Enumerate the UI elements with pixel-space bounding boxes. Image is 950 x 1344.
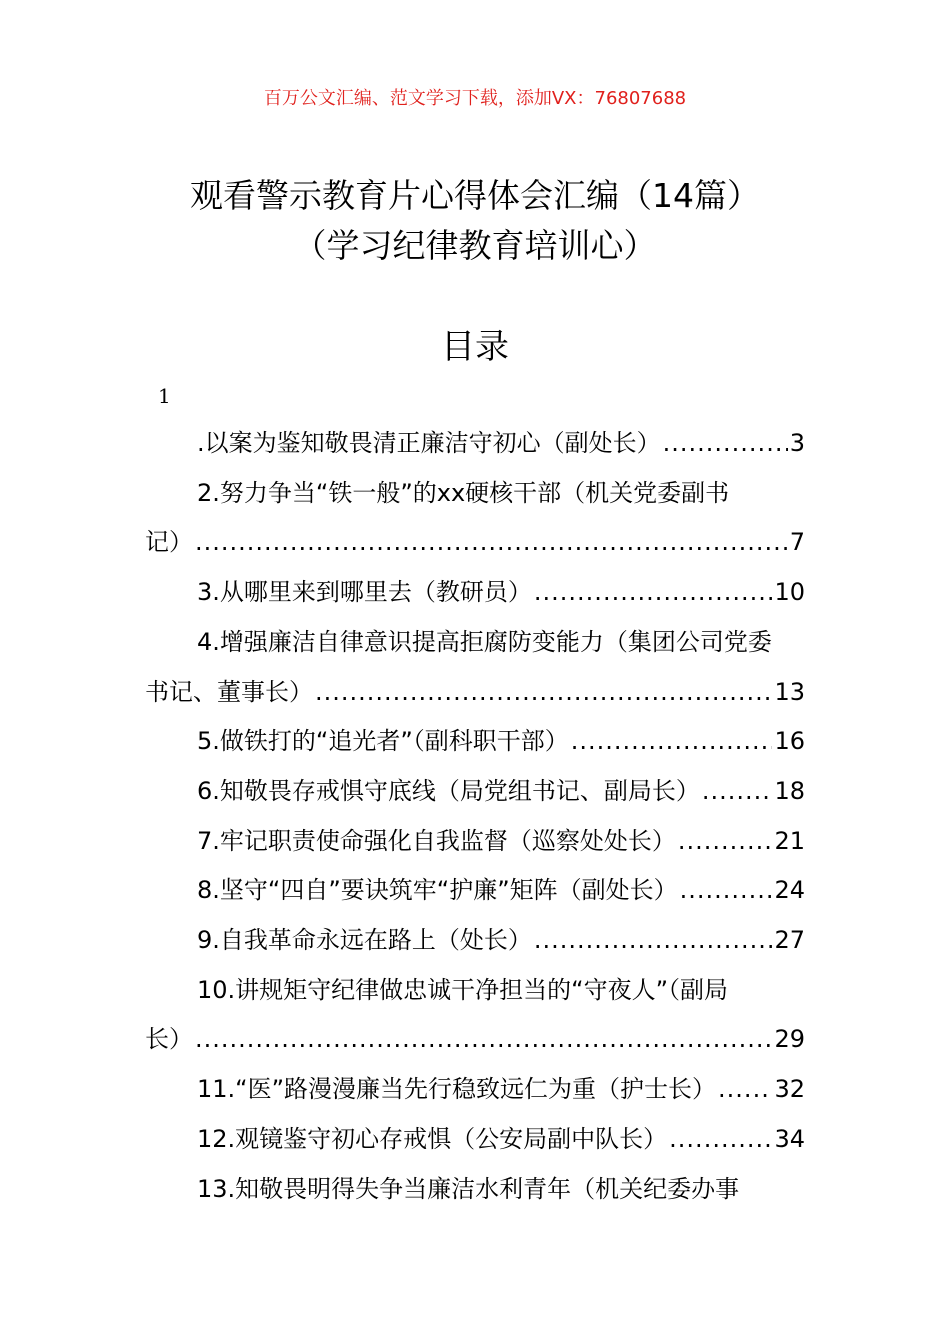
toc-entry-2-line-1[interactable]: 2.努力争当“铁一般”的xx硬核干部（机关党委副书 <box>197 478 730 507</box>
toc-entry-page: 29 <box>774 1025 805 1054</box>
toc-leader-dots <box>195 1015 772 1065</box>
toc-entry-page: 18 <box>774 776 805 805</box>
toc-entry-title: 11.“医”路漫漫廉当先行稳致远仁为重（护士长） <box>197 1075 717 1104</box>
document-title-line-1: 观看警示教育片心得体会汇编（14篇） <box>190 176 760 215</box>
toc-entry-title: 长） <box>145 1025 193 1054</box>
toc-entry-6[interactable] <box>145 767 805 817</box>
toc-entry-title: 7.牢记职责使命强化自我监督（巡察处处长） <box>197 826 676 855</box>
toc-entry-4[interactable] <box>145 668 805 718</box>
toc-entry-1[interactable] <box>145 419 805 469</box>
toc-leader-dots <box>702 767 773 817</box>
toc-entry-7[interactable] <box>145 817 805 867</box>
download-notice: 百万公文汇编、范文学习下载，添加VX：76807688 <box>263 88 687 109</box>
toc-entry-11[interactable] <box>145 1065 805 1115</box>
toc-entry-title: .以案为鉴知敬畏清正廉洁守初心（副处长） <box>197 429 661 457</box>
toc-heading: 目录 <box>441 327 509 367</box>
toc-entry-13-line-1[interactable]: 13.知敬畏明得失争当廉洁水利青年（机关纪委办事 <box>197 1174 740 1203</box>
toc-leader-dots <box>195 518 788 568</box>
toc-entry-title: 3.从哪里来到哪里去（教研员） <box>197 578 532 607</box>
toc-entry-title: 记） <box>145 528 193 557</box>
toc-entry-page: 24 <box>774 876 805 905</box>
toc-entry-3[interactable] <box>145 568 805 618</box>
page-number-label: 1 <box>158 384 171 408</box>
toc-entry-page: 16 <box>774 727 805 756</box>
toc-entry-page: 27 <box>774 926 805 955</box>
toc-leader-dots <box>571 717 773 767</box>
toc-entry-12[interactable] <box>145 1115 805 1165</box>
document-title-line-2: （学习纪律教育培训心） <box>293 226 657 265</box>
toc-entry-page: 10 <box>774 578 805 607</box>
toc-entry-5[interactable] <box>145 717 805 767</box>
toc-entry-title: 书记、董事长） <box>145 677 313 706</box>
toc-entry-9[interactable] <box>145 916 805 966</box>
toc-leader-dots <box>678 817 773 867</box>
toc-entry-4-line-1[interactable]: 4.增强廉洁自律意识提高拒腐防变能力（集团公司党委 <box>197 627 772 656</box>
toc-entry-8[interactable] <box>145 866 805 916</box>
toc-entry-page: 7 <box>789 528 805 557</box>
toc-leader-dots <box>680 866 773 916</box>
toc-leader-dots <box>663 419 788 469</box>
toc-entry-10[interactable] <box>145 1015 805 1065</box>
toc-entry-page: 21 <box>774 826 805 855</box>
toc-entry-page: 32 <box>774 1075 805 1104</box>
toc-entry-10-line-1[interactable]: 10.讲规矩守纪律做忠诚干净担当的“守夜人”（副局 <box>197 975 729 1004</box>
toc-entry-2[interactable] <box>145 518 805 568</box>
toc-leader-dots <box>718 1065 772 1115</box>
toc-leader-dots <box>669 1115 772 1165</box>
table-of-contents <box>145 419 805 1214</box>
toc-entry-title: 6.知敬畏存戒惧守底线（局党组书记、副局长） <box>197 776 700 805</box>
toc-entry-page: 34 <box>774 1124 805 1153</box>
toc-entry-title: 9.自我革命永远在路上（处长） <box>197 926 532 955</box>
toc-leader-dots <box>534 568 773 618</box>
toc-entry-page: 13 <box>774 677 805 706</box>
toc-leader-dots <box>315 668 772 718</box>
toc-leader-dots <box>534 916 773 966</box>
toc-entry-title: 12.观镜鉴守初心存戒惧（公安局副中队长） <box>197 1124 668 1153</box>
toc-entry-title: 8.坚守“四自”要诀筑牢“护廉”矩阵（副处长） <box>197 876 678 905</box>
toc-entry-page: 3 <box>789 429 805 457</box>
toc-entry-title: 5.做铁打的“追光者”（副科职干部） <box>197 727 569 756</box>
